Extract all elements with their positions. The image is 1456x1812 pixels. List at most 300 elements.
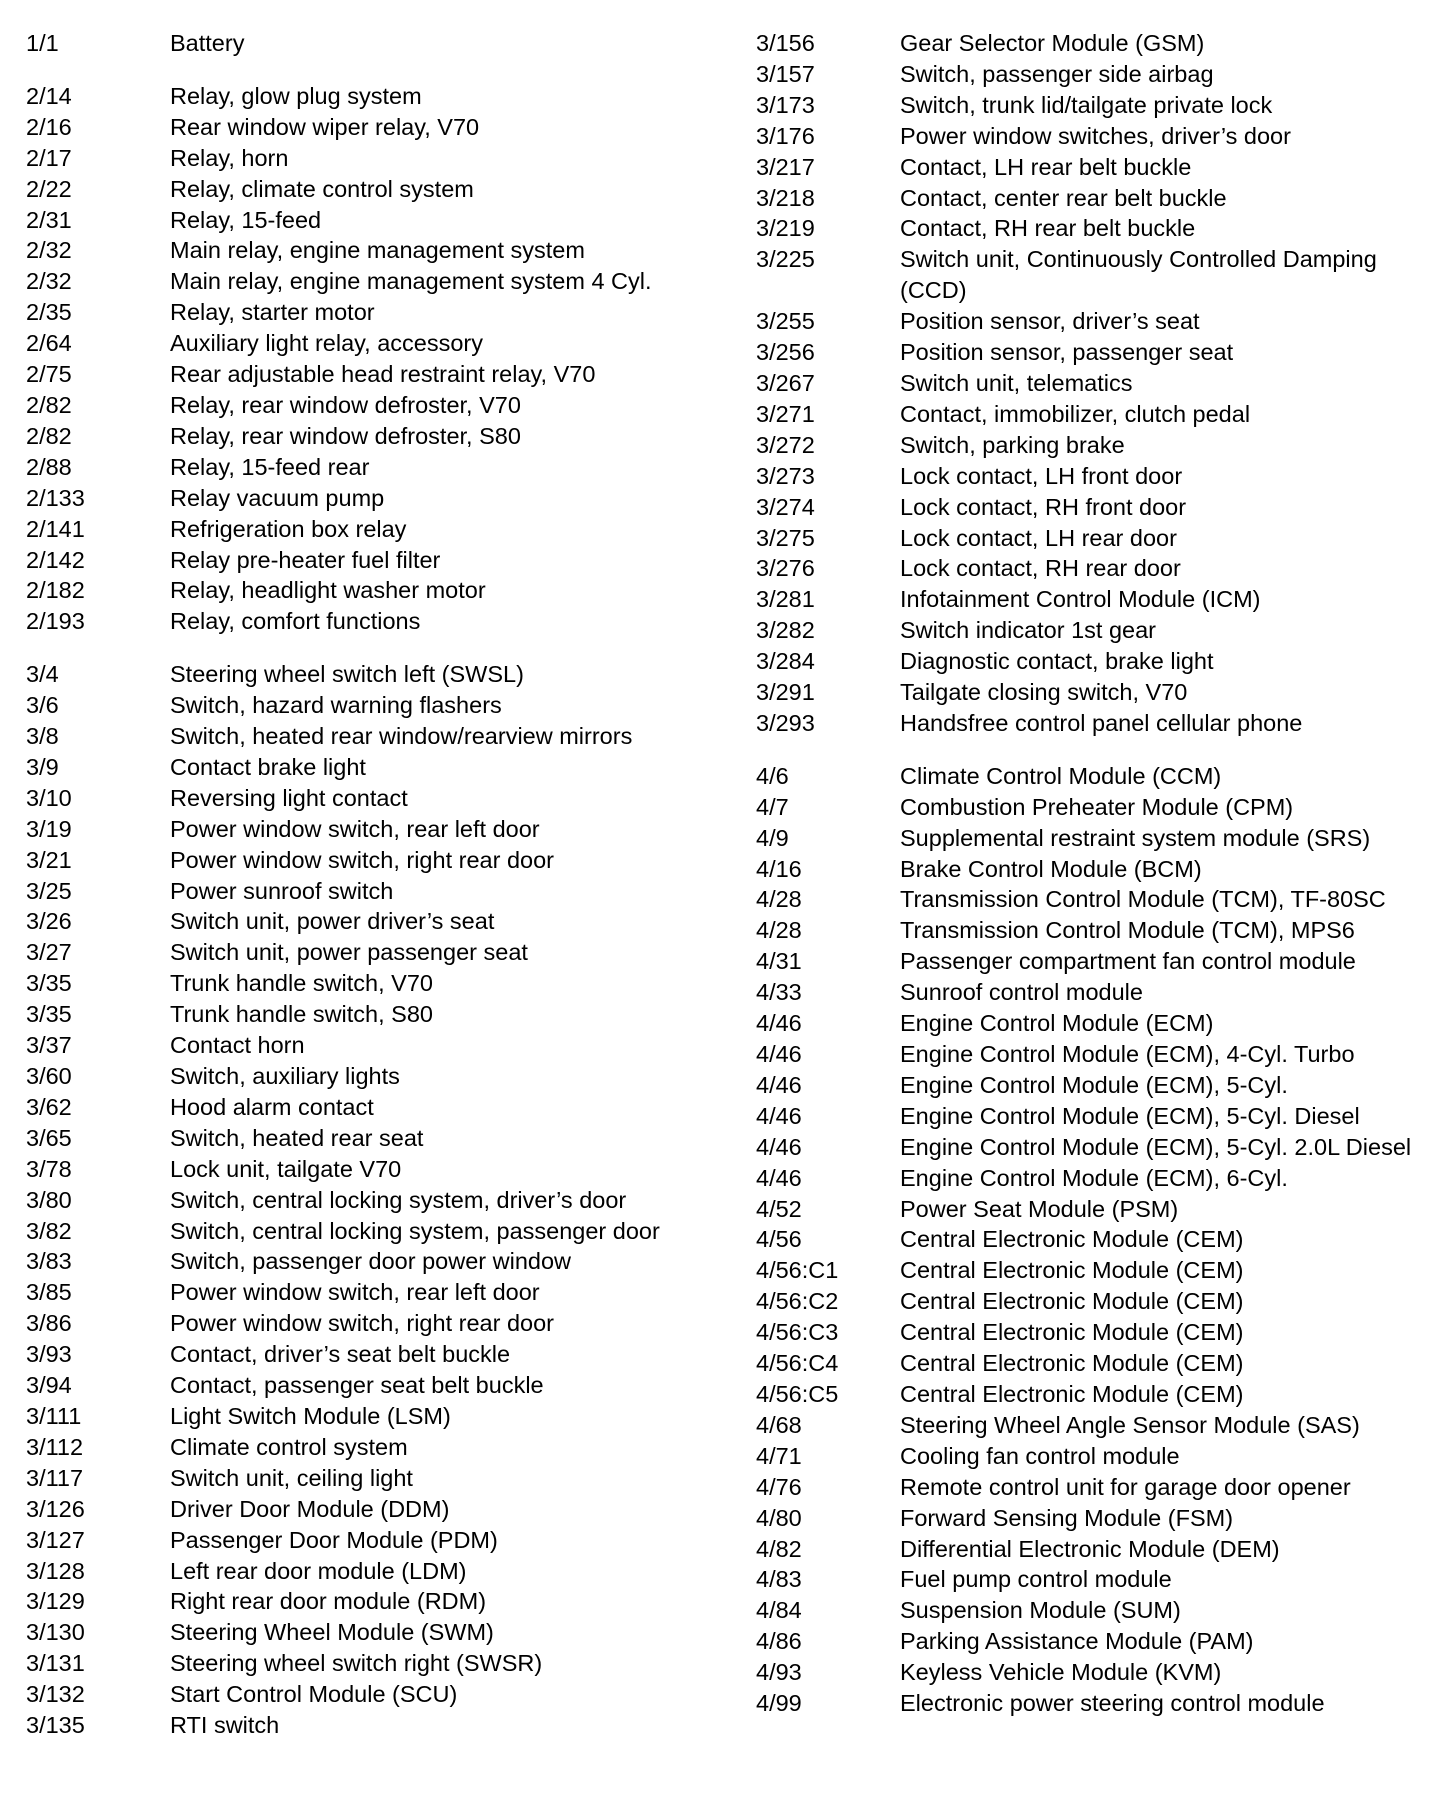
component-row (756, 1626, 1446, 1657)
component-code: 3/130 (26, 1619, 85, 1646)
component-description: Contact brake light (170, 753, 366, 780)
component-description: Steering wheel switch left (SWSL) (170, 661, 524, 688)
component-code: 3/65 (26, 1124, 72, 1151)
component-row (756, 1317, 1446, 1348)
component-description: Infotainment Control Module (ICM) (900, 586, 1261, 613)
component-row (26, 575, 726, 606)
component-description: Switch, central locking system, passenger door (170, 1217, 660, 1244)
component-code: 4/52 (756, 1195, 802, 1222)
component-code: 3/272 (756, 431, 815, 458)
component-row (756, 1224, 1446, 1255)
component-row (26, 1463, 726, 1494)
component-description: Contact, LH rear belt buckle (900, 153, 1192, 180)
component-code: 4/84 (756, 1597, 802, 1624)
component-code: 4/56:C4 (756, 1350, 839, 1377)
component-row (756, 1564, 1446, 1595)
component-description: Engine Control Module (ECM), 4-Cyl. Turbo (900, 1041, 1355, 1067)
component-description: Auxiliary light relay, accessory (170, 330, 484, 357)
component-description: Trunk handle switch, S80 (170, 1001, 433, 1028)
component-description: Trunk handle switch, V70 (170, 970, 433, 997)
component-code: 3/273 (756, 462, 815, 489)
component-description: Relay, glow plug system (170, 82, 422, 109)
component-description: Engine Control Module (ECM) (900, 1010, 1214, 1037)
component-description: Cooling fan control module (900, 1442, 1180, 1469)
component-description: Main relay, engine management system 4 Cyl. (170, 268, 652, 295)
component-row (26, 297, 726, 328)
component-code: 3/19 (26, 815, 72, 842)
component-row (26, 1061, 726, 1092)
component-code: 4/56:C2 (756, 1288, 839, 1315)
component-description: Keyless Vehicle Module (KVM) (900, 1659, 1222, 1686)
component-code: 4/28 (756, 917, 802, 944)
component-description: Brake Control Module (BCM) (900, 855, 1202, 882)
component-description: Power window switch, right rear door (170, 1310, 554, 1337)
component-row (756, 646, 1446, 677)
component-row (26, 1123, 726, 1154)
component-row (26, 1092, 726, 1123)
component-description: Switch unit, Continuously Controlled Damping (CCD) (900, 246, 1377, 304)
component-description: Contact, center rear belt buckle (900, 184, 1227, 211)
component-description: Right rear door module (RDM) (170, 1588, 487, 1615)
component-code: 3/21 (26, 846, 72, 873)
component-row (26, 1277, 726, 1308)
component-description: Power window switch, right rear door (170, 846, 554, 873)
component-row (26, 359, 726, 390)
component-code: 3/86 (26, 1310, 72, 1337)
component-description: Diagnostic contact, brake light (900, 648, 1214, 675)
component-row (26, 452, 726, 483)
component-description: Position sensor, passenger seat (900, 339, 1234, 366)
component-row (756, 584, 1446, 615)
component-row (26, 328, 726, 359)
component-description: Lock contact, LH rear door (900, 524, 1177, 551)
component-code: 3/176 (756, 122, 815, 149)
component-code: 2/64 (26, 330, 72, 357)
component-code: 4/7 (756, 793, 789, 820)
component-description: Relay, comfort functions (170, 608, 421, 635)
component-description: Power window switch, rear left door (170, 1279, 540, 1306)
component-code: 3/35 (26, 970, 72, 997)
component-row (756, 553, 1446, 584)
component-code: 3/111 (26, 1402, 82, 1429)
component-code: 3/293 (756, 709, 815, 736)
component-row (26, 1648, 726, 1679)
component-description: Engine Control Module (ECM), 6-Cyl. (900, 1164, 1288, 1191)
component-code: 3/282 (756, 617, 815, 644)
component-description: Switch, passenger door power window (170, 1248, 572, 1275)
component-row (26, 606, 726, 637)
component-row (26, 174, 726, 205)
component-row (756, 121, 1446, 152)
component-row (26, 783, 726, 814)
component-description: Power Seat Module (PSM) (900, 1195, 1179, 1222)
component-code: 3/267 (756, 369, 815, 396)
component-row (26, 235, 726, 266)
component-code: 2/17 (26, 144, 72, 171)
component-description: Left rear door module (LDM) (170, 1557, 467, 1584)
component-code: 4/56 (756, 1226, 802, 1253)
component-row (756, 1688, 1446, 1719)
component-code: 3/37 (26, 1032, 72, 1059)
component-description: Relay vacuum pump (170, 484, 385, 511)
component-description: Engine Control Module (ECM), 5-Cyl. (900, 1071, 1288, 1098)
component-code: 4/80 (756, 1504, 802, 1531)
component-description: Contact horn (170, 1032, 305, 1059)
component-row (756, 1194, 1446, 1225)
component-row (26, 1679, 726, 1710)
component-row (756, 1534, 1446, 1565)
component-code: 3/274 (756, 493, 815, 520)
component-description: Relay, headlight washer motor (170, 577, 486, 604)
component-code: 4/99 (756, 1690, 802, 1717)
component-description: Contact, driver’s seat belt buckle (170, 1341, 511, 1368)
component-row (26, 906, 726, 937)
component-row (26, 390, 726, 421)
component-row (756, 152, 1446, 183)
component-description: Suspension Module (SUM) (900, 1597, 1181, 1624)
component-code: 3/6 (26, 692, 59, 719)
component-description: Position sensor, driver’s seat (900, 308, 1200, 335)
component-row (26, 876, 726, 907)
component-row (756, 1503, 1446, 1534)
component-code: 3/25 (26, 877, 72, 904)
component-description: Combustion Preheater Module (CPM) (900, 793, 1294, 820)
component-row (756, 915, 1446, 946)
component-description: Fuel pump control module (900, 1566, 1172, 1593)
component-code: 3/156 (756, 30, 815, 56)
component-description: Contact, passenger seat belt buckle (170, 1372, 544, 1399)
component-row (756, 708, 1446, 739)
component-code: 4/31 (756, 948, 802, 975)
component-row (26, 28, 726, 59)
component-code: 3/256 (756, 339, 815, 366)
component-code: 4/9 (756, 824, 789, 851)
component-code: 2/141 (26, 515, 85, 542)
component-description: Central Electronic Module (CEM) (900, 1257, 1244, 1284)
component-row (756, 523, 1446, 554)
component-code: 3/276 (756, 555, 815, 582)
component-description: Engine Control Module (ECM), 5-Cyl. 2.0L Diesel (900, 1133, 1412, 1160)
component-code: 4/56:C3 (756, 1319, 839, 1346)
component-code: 3/112 (26, 1433, 84, 1460)
component-description: Switch, hazard warning flashers (170, 692, 502, 719)
component-code: 4/83 (756, 1566, 802, 1593)
component-row (26, 1154, 726, 1185)
component-description: Central Electronic Module (CEM) (900, 1288, 1244, 1315)
component-code: 3/217 (756, 153, 815, 180)
component-row (26, 514, 726, 545)
component-row (756, 761, 1446, 792)
component-code: 3/94 (26, 1372, 72, 1399)
component-description: Lock contact, LH front door (900, 462, 1183, 489)
component-row (756, 1410, 1446, 1441)
component-row (26, 845, 726, 876)
component-code: 4/56:C5 (756, 1380, 839, 1407)
component-description: Handsfree control panel cellular phone (900, 709, 1303, 736)
component-description: Driver Door Module (DDM) (170, 1495, 450, 1522)
component-code: 4/56:C1 (756, 1257, 839, 1284)
component-row (756, 90, 1446, 121)
component-description: Switch, trunk lid/tailgate private lock (900, 91, 1273, 118)
component-row (26, 1556, 726, 1587)
component-list-left (26, 28, 726, 1741)
component-row (756, 244, 1446, 306)
component-code: 3/80 (26, 1186, 72, 1213)
component-code: 4/46 (756, 1010, 802, 1037)
component-code: 4/16 (756, 855, 802, 882)
component-code: 1/1 (26, 30, 59, 56)
component-code: 3/93 (26, 1341, 72, 1368)
component-description: Relay, 15-feed rear (170, 453, 370, 480)
component-row (756, 677, 1446, 708)
component-code: 4/82 (756, 1535, 802, 1562)
component-row (26, 1494, 726, 1525)
component-row (756, 1163, 1446, 1194)
component-row (756, 1008, 1446, 1039)
component-description: Differential Electronic Module (DEM) (900, 1535, 1280, 1562)
component-row (756, 977, 1446, 1008)
component-row (26, 1370, 726, 1401)
component-code: 4/68 (756, 1411, 802, 1438)
component-description: Forward Sensing Module (FSM) (900, 1504, 1234, 1531)
component-code: 3/4 (26, 661, 59, 688)
component-code: 3/27 (26, 939, 72, 966)
component-row (756, 368, 1446, 399)
component-code: 3/26 (26, 908, 72, 935)
component-description: Switch unit, ceiling light (170, 1464, 413, 1491)
component-description: Transmission Control Module (TCM), TF-80SC (900, 886, 1386, 913)
component-code: 3/60 (26, 1063, 72, 1089)
component-code: 3/9 (26, 753, 59, 780)
component-code: 3/291 (756, 679, 815, 706)
component-description: Switch, passenger side airbag (900, 60, 1214, 87)
component-description: Switch unit, power driver’s seat (170, 908, 495, 935)
component-row (756, 399, 1446, 430)
component-row (26, 545, 726, 576)
component-code: 3/126 (26, 1495, 85, 1522)
component-row (26, 1617, 726, 1648)
component-description: Steering Wheel Module (SWM) (170, 1619, 494, 1646)
component-description: Relay, rear window defroster, S80 (170, 422, 521, 449)
component-row (26, 814, 726, 845)
component-description: Start Control Module (SCU) (170, 1681, 458, 1708)
component-code: 3/284 (756, 648, 815, 675)
component-code: 4/46 (756, 1071, 802, 1098)
component-row (26, 112, 726, 143)
component-code: 3/35 (26, 1001, 72, 1028)
component-row (26, 659, 726, 690)
component-description: Climate Control Module (CCM) (900, 762, 1222, 789)
group-spacer (756, 739, 1446, 761)
component-code: 3/131 (26, 1650, 85, 1677)
component-description: Switch unit, power passenger seat (170, 939, 528, 966)
component-description: Switch, heated rear seat (170, 1124, 424, 1151)
component-code: 4/46 (756, 1133, 802, 1160)
component-row (26, 999, 726, 1030)
component-code: 2/32 (26, 268, 72, 295)
component-row (756, 1132, 1446, 1163)
component-row (26, 1339, 726, 1370)
component-description: Relay, starter motor (170, 299, 375, 326)
component-row (26, 266, 726, 297)
component-row (756, 430, 1446, 461)
component-description: Steering wheel switch right (SWSR) (170, 1650, 543, 1677)
component-description: Supplemental restraint system module (SRS) (900, 824, 1371, 851)
component-row (26, 1432, 726, 1463)
component-code: 3/218 (756, 184, 815, 211)
component-row (26, 1185, 726, 1216)
component-row (26, 721, 726, 752)
component-row (756, 337, 1446, 368)
component-code: 2/82 (26, 422, 72, 449)
component-code: 3/225 (756, 246, 815, 273)
component-code: 4/71 (756, 1442, 802, 1469)
component-row (26, 81, 726, 112)
component-code: 2/82 (26, 391, 72, 418)
component-code: 4/46 (756, 1164, 802, 1191)
component-row (756, 1441, 1446, 1472)
component-description: Passenger compartment fan control module (900, 948, 1356, 975)
component-description: Steering Wheel Angle Sensor Module (SAS) (900, 1411, 1360, 1438)
component-row (756, 1379, 1446, 1410)
component-row (26, 1525, 726, 1556)
component-description: Switch, central locking system, driver’s door (170, 1186, 627, 1213)
component-description: Parking Assistance Module (PAM) (900, 1628, 1254, 1655)
component-description: Power window switches, driver’s door (900, 122, 1291, 149)
component-code: 3/281 (756, 586, 815, 613)
component-description: Tailgate closing switch, V70 (900, 679, 1188, 706)
component-row (26, 1401, 726, 1432)
component-description: Lock contact, RH front door (900, 493, 1187, 520)
component-code: 4/86 (756, 1628, 802, 1655)
component-row (756, 1472, 1446, 1503)
component-description: Lock unit, tailgate V70 (170, 1155, 402, 1182)
component-row (756, 1070, 1446, 1101)
component-description: Transmission Control Module (TCM), MPS6 (900, 917, 1355, 944)
component-description: Rear adjustable head restraint relay, V70 (170, 361, 596, 388)
component-code: 4/76 (756, 1473, 802, 1500)
group-spacer (26, 637, 726, 659)
component-description: Contact, immobilizer, clutch pedal (900, 400, 1251, 427)
component-code: 3/10 (26, 784, 72, 811)
component-code: 3/219 (756, 215, 815, 242)
component-row (756, 183, 1446, 214)
component-code: 3/271 (756, 400, 815, 427)
component-description: Relay, 15-feed (170, 206, 322, 233)
component-description: Reversing light contact (170, 784, 408, 811)
component-code: 2/142 (26, 546, 85, 573)
component-code: 3/78 (26, 1155, 72, 1182)
component-description: Switch, heated rear window/rearview mirrors (170, 723, 633, 750)
component-code: 4/46 (756, 1041, 802, 1067)
component-row (26, 205, 726, 236)
component-row (756, 1286, 1446, 1317)
component-row (756, 823, 1446, 854)
component-row (26, 421, 726, 452)
component-description: Battery (170, 30, 245, 56)
component-row (26, 1216, 726, 1247)
component-row (26, 1710, 726, 1741)
component-row (26, 1030, 726, 1061)
component-code: 4/46 (756, 1102, 802, 1129)
component-code: 2/75 (26, 361, 72, 388)
component-row (756, 492, 1446, 523)
component-row (756, 1255, 1446, 1286)
component-code: 3/8 (26, 723, 59, 750)
component-row (26, 483, 726, 514)
component-code: 3/129 (26, 1588, 85, 1615)
component-row (756, 615, 1446, 646)
component-row (756, 213, 1446, 244)
component-description: Central Electronic Module (CEM) (900, 1350, 1244, 1377)
component-description: Switch indicator 1st gear (900, 617, 1157, 644)
component-code: 3/135 (26, 1712, 85, 1739)
component-row (756, 306, 1446, 337)
component-description: Switch, parking brake (900, 431, 1125, 458)
component-code: 2/35 (26, 299, 72, 326)
component-description: RTI switch (170, 1712, 280, 1739)
component-description: Sunroof control module (900, 979, 1143, 1006)
component-description: Main relay, engine management system (170, 237, 585, 264)
component-code: 4/6 (756, 762, 789, 789)
component-description: Gear Selector Module (GSM) (900, 30, 1205, 56)
component-row (756, 59, 1446, 90)
component-row (756, 461, 1446, 492)
component-row (756, 1595, 1446, 1626)
component-code: 4/33 (756, 979, 802, 1006)
component-row (756, 792, 1446, 823)
component-code: 2/14 (26, 82, 72, 109)
component-description: Relay, climate control system (170, 175, 474, 202)
component-description: Climate control system (170, 1433, 408, 1460)
component-code: 3/157 (756, 60, 815, 87)
component-description: Light Switch Module (LSM) (170, 1402, 451, 1429)
component-code: 3/83 (26, 1248, 72, 1275)
component-row (26, 968, 726, 999)
component-row (756, 946, 1446, 977)
component-code: 3/255 (756, 308, 815, 335)
component-description: Power sunroof switch (170, 877, 394, 904)
component-description: Central Electronic Module (CEM) (900, 1319, 1244, 1346)
component-description: Engine Control Module (ECM), 5-Cyl. Diesel (900, 1102, 1360, 1129)
component-code: 3/62 (26, 1093, 72, 1120)
component-code: 2/31 (26, 206, 72, 233)
component-code: 2/88 (26, 453, 72, 480)
component-description: Electronic power steering control module (900, 1690, 1325, 1717)
component-code: 3/132 (26, 1681, 85, 1708)
component-row (756, 854, 1446, 885)
component-description: Hood alarm contact (170, 1093, 374, 1120)
component-row (756, 28, 1446, 59)
component-code: 3/117 (26, 1464, 84, 1491)
component-description: Relay pre-heater fuel filter (170, 546, 441, 573)
component-row (26, 1586, 726, 1617)
component-row (26, 752, 726, 783)
component-list-right (756, 28, 1446, 1719)
component-description: Rear window wiper relay, V70 (170, 113, 480, 140)
component-description: Relay, rear window defroster, V70 (170, 391, 521, 418)
component-description: Power window switch, rear left door (170, 815, 540, 842)
component-description: Remote control unit for garage door opener (900, 1473, 1351, 1500)
component-code: 3/127 (26, 1526, 85, 1553)
component-description: Central Electronic Module (CEM) (900, 1226, 1244, 1253)
component-row (26, 937, 726, 968)
component-row (756, 1657, 1446, 1688)
component-row (26, 690, 726, 721)
component-code: 3/82 (26, 1217, 72, 1244)
component-code: 3/275 (756, 524, 815, 551)
component-description: Central Electronic Module (CEM) (900, 1380, 1244, 1407)
